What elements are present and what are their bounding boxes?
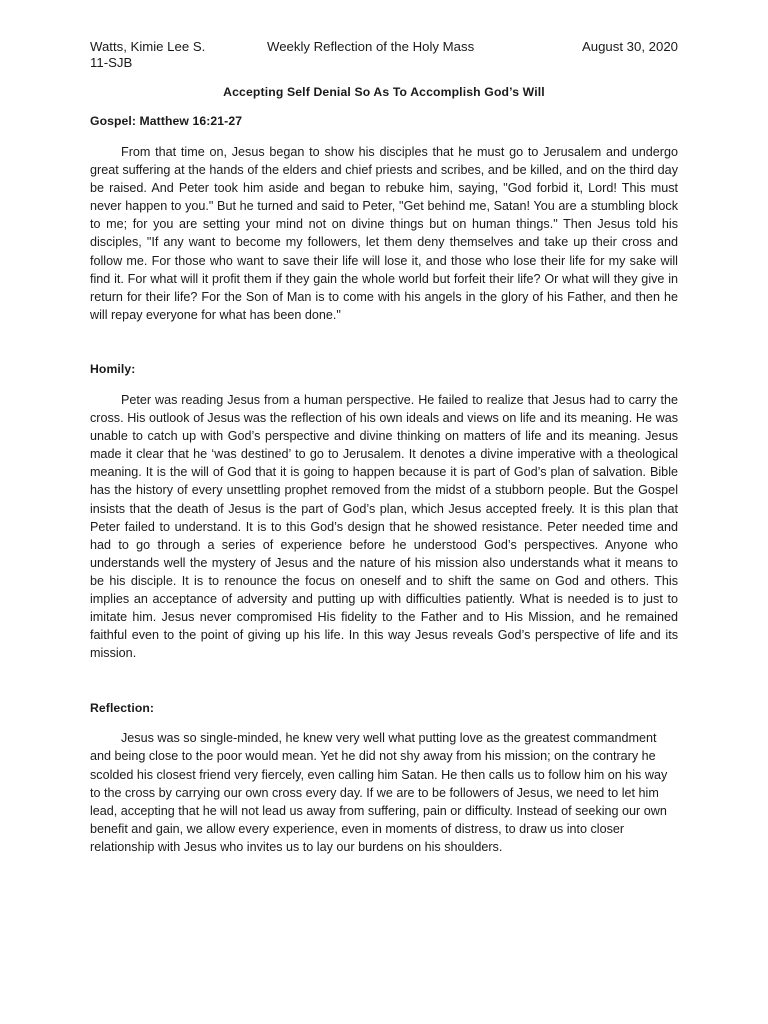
document-header [90, 38, 678, 55]
gospel-paragraph: From that time on, Jesus began to show his disciples that he must go to Jerusalem and undergo great suffering at the hands of the elders and chief priests and scribes, and be killed, and on the third day be raised. And Peter took him aside and began to rebuke him, saying, "God forbid it, Lord! This must never happen to you." But he turned and said to Peter, "Get behind me, Satan! You are a stumbling block to me; for you are setting your mind not on divine things but on human things." Then Jesus told his disciples, "If any want to become my followers, let them deny themselves and take up their cross and follow me. For those who want to save their life will lose it, and those who lose their life for my sake will find it. For what will it profit them if they gain the whole world but forfeit their life? Or what will they give in return for their life? For the Son of Man is to come with his angels in the glory of his Father, and then he will repay everyone for what has been done." [90, 145, 678, 322]
reflection-paragraph: Jesus was so single-minded, he knew very well what putting love as the greatest commandment and being close to the poor would mean. Yet he did not shy away from his mission; on the contrary he scolded his closest friend very fiercely, even calling him Satan. He then calls us to follow him on his way to the cross by carrying our own cross every day. If we are to be followers of Jesus, we need to let him lead, accepting that he will not lead us away from suffering, pain or difficulty. Instead of seeking our own benefit and gain, we allow every experience, even in moments of distress, to draw us into closer relationship with Jesus who invites us to lay our burdens on his shoulders. [90, 731, 668, 854]
homily-paragraph: Peter was reading Jesus from a human perspective. He failed to realize that Jesus had to carry the cross. His outlook of Jesus was the reflection of his own ideals and views on life and its meaning. He was unable to catch up with God’s perspective and divine thinking on matters of life and its meaning. Jesus made it clear that he ‘was destined’ to go to Jerusalem. It denotes a divine imperative with a theological meaning. It is the will of God that it is going to happen because it is part of God’s plan of salvation. Bible has the history of every unsettling prophet removed from the midst of a stubborn people. But the Gospel insists that the death of Jesus is the part of God’s plan, which Jesus accepted freely. It is this plan that Peter failed to understand. It is to this God’s design that he showed resistance. Peter needed time and had to go through a series of experience before he understood God’s perspectives. Anyone who understands well the mystery of Jesus and the nature of his mission also understands what it means to be his disciple. It is to renounce the focus on oneself and to shift the same on God and others. This implies an acceptance of adversity and putting up with difficulties patiently. What is needed is to just to imitate him. Jesus never compromised His fidelity to the Father and to His Mission, and he remained faithful even to the point of giving up his life. In this way Jesus reveals God’s perspective of life and its mission. [90, 392, 678, 661]
document-page [90, 38, 678, 856]
homily-heading: Homily: [90, 361, 136, 376]
author-name: Watts, Kimie Lee S. [90, 39, 206, 54]
document-title: Accepting Self Denial So As To Accomplish God’s Will [223, 85, 545, 99]
reflection-heading: Reflection: [90, 701, 155, 716]
document-type: Weekly Reflection of the Holy Mass [267, 39, 475, 54]
class-section: 11-SJB [90, 55, 133, 70]
gospel-heading: Gospel: Matthew 16:21-27 [90, 114, 243, 128]
document-date: August 30, 2020 [581, 39, 678, 54]
